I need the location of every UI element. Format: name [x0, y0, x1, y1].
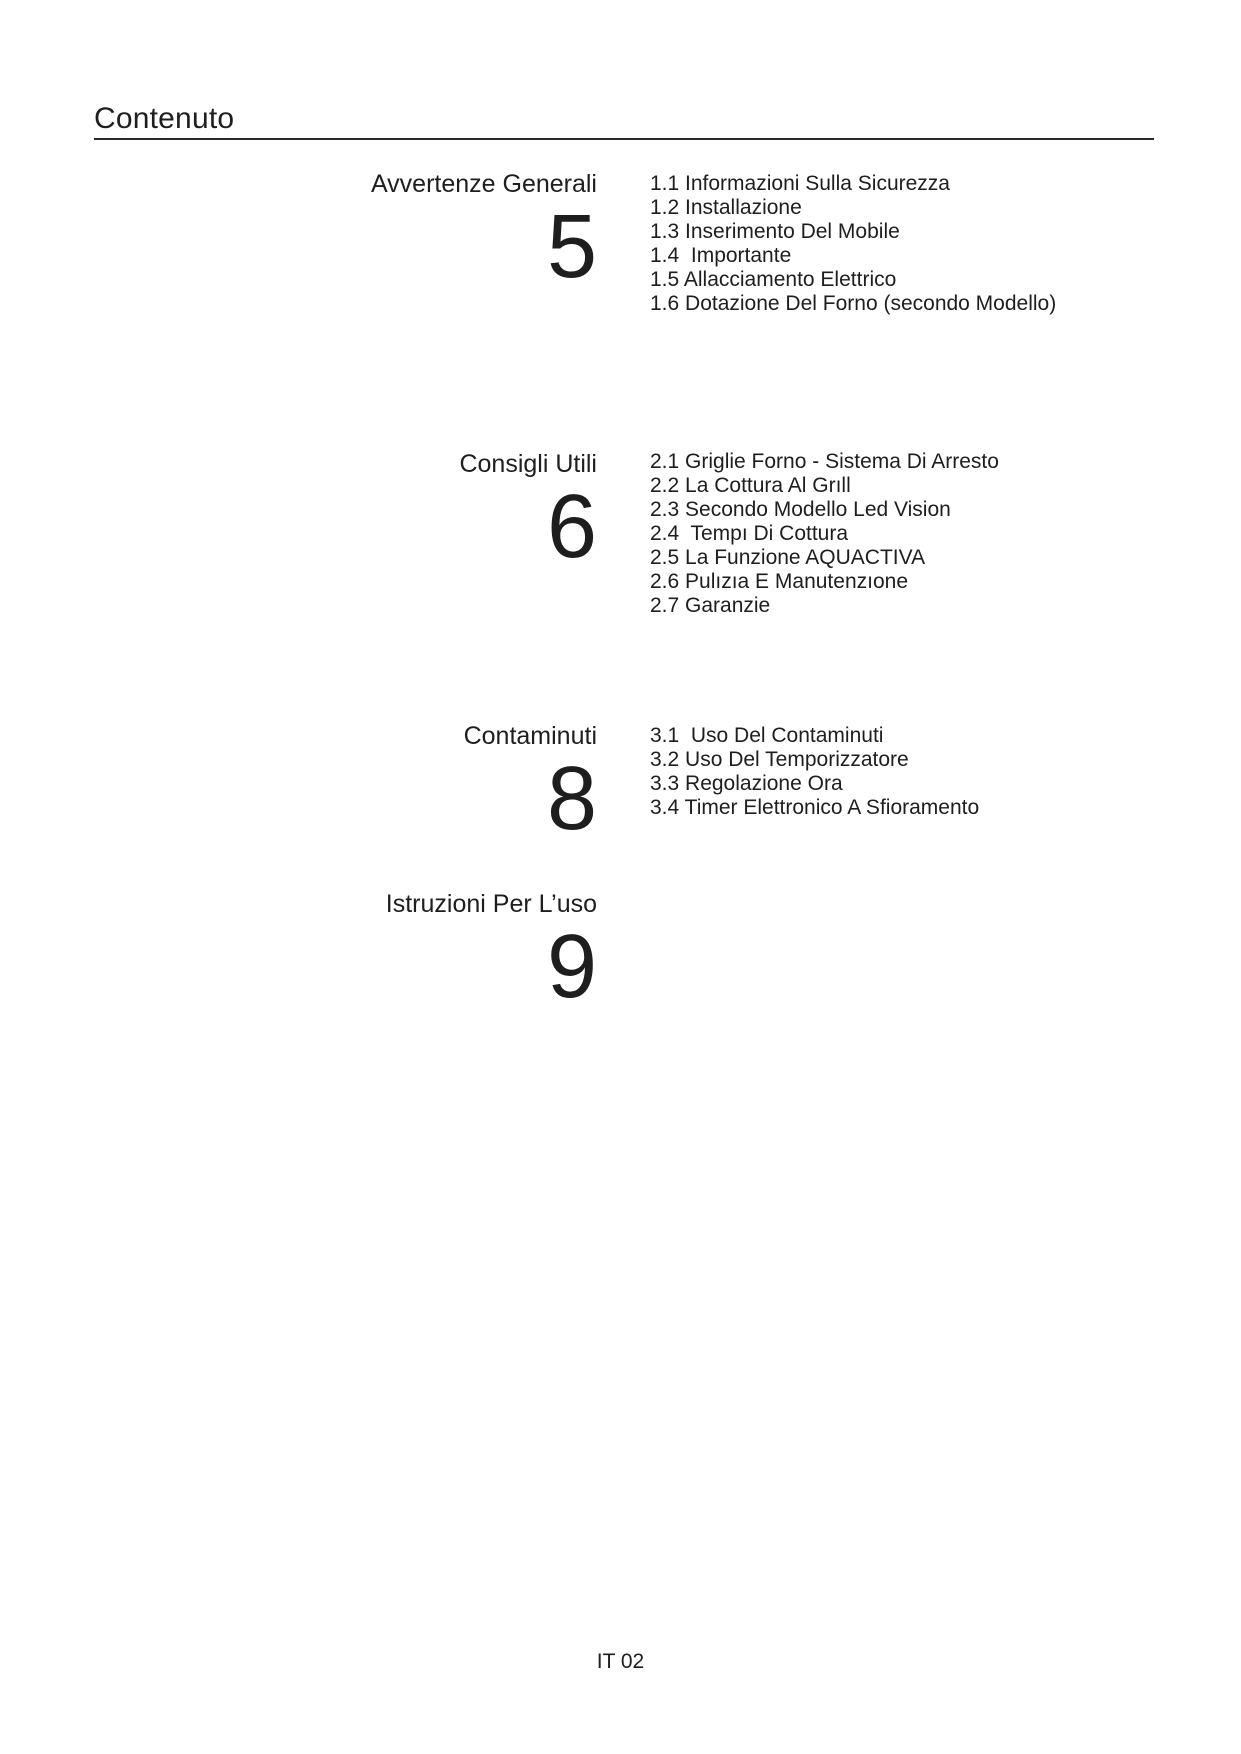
section-page-number[interactable]: 5 — [546, 197, 597, 297]
list-item[interactable]: 2.1 Griglie Forno - Sistema Di Arresto — [650, 450, 999, 473]
list-item[interactable]: 1.5 Allacciamento Elettrico — [650, 268, 897, 291]
list-item[interactable]: 3.3 Regolazione Ora — [650, 772, 843, 795]
page-footer: IT 02 — [596, 1650, 645, 1673]
list-item[interactable]: 3.4 Timer Elettronico A Sfioramento — [650, 796, 980, 819]
section-item-list — [650, 450, 999, 618]
list-item[interactable]: 2.5 La Funzione AQUACTIVA — [650, 546, 926, 569]
list-item[interactable]: 2.6 Pulızıa E Manutenzıone — [650, 570, 908, 593]
section-item-list — [650, 172, 1056, 316]
list-item[interactable]: 1.4 Importante — [650, 244, 792, 267]
page-title: Contenuto — [94, 102, 235, 135]
section-page-number[interactable]: 9 — [546, 917, 597, 1017]
list-item[interactable]: 2.3 Secondo Modello Led Vision — [650, 498, 951, 521]
list-item[interactable]: 3.2 Uso Del Temporizzatore — [650, 748, 909, 771]
section-page-number[interactable]: 8 — [546, 749, 597, 849]
section-item-list — [650, 724, 979, 820]
section-heading[interactable]: Consigli Utili — [459, 450, 597, 478]
list-item[interactable]: 1.2 Installazione — [650, 196, 802, 219]
list-item[interactable]: 1.1 Informazioni Sulla Sicurezza — [650, 172, 950, 195]
section-heading[interactable]: Avvertenze Generali — [370, 170, 597, 198]
list-item[interactable]: 3.1 Uso Del Contaminuti — [650, 724, 884, 747]
list-item[interactable]: 2.4 Tempı Di Cottura — [650, 522, 849, 545]
list-item[interactable]: 1.3 Inserimento Del Mobile — [650, 220, 900, 243]
list-item[interactable]: 2.2 La Cottura Al Grıll — [650, 474, 851, 497]
section-heading[interactable]: Contaminuti — [463, 722, 597, 750]
section-heading[interactable]: Istruzioni Per L’uso — [385, 890, 597, 918]
list-item[interactable]: 1.6 Dotazione Del Forno (secondo Modello) — [650, 292, 1057, 315]
section-page-number[interactable]: 6 — [546, 477, 597, 577]
list-item[interactable]: 2.7 Garanzie — [650, 594, 771, 617]
title-rule — [94, 138, 1154, 140]
